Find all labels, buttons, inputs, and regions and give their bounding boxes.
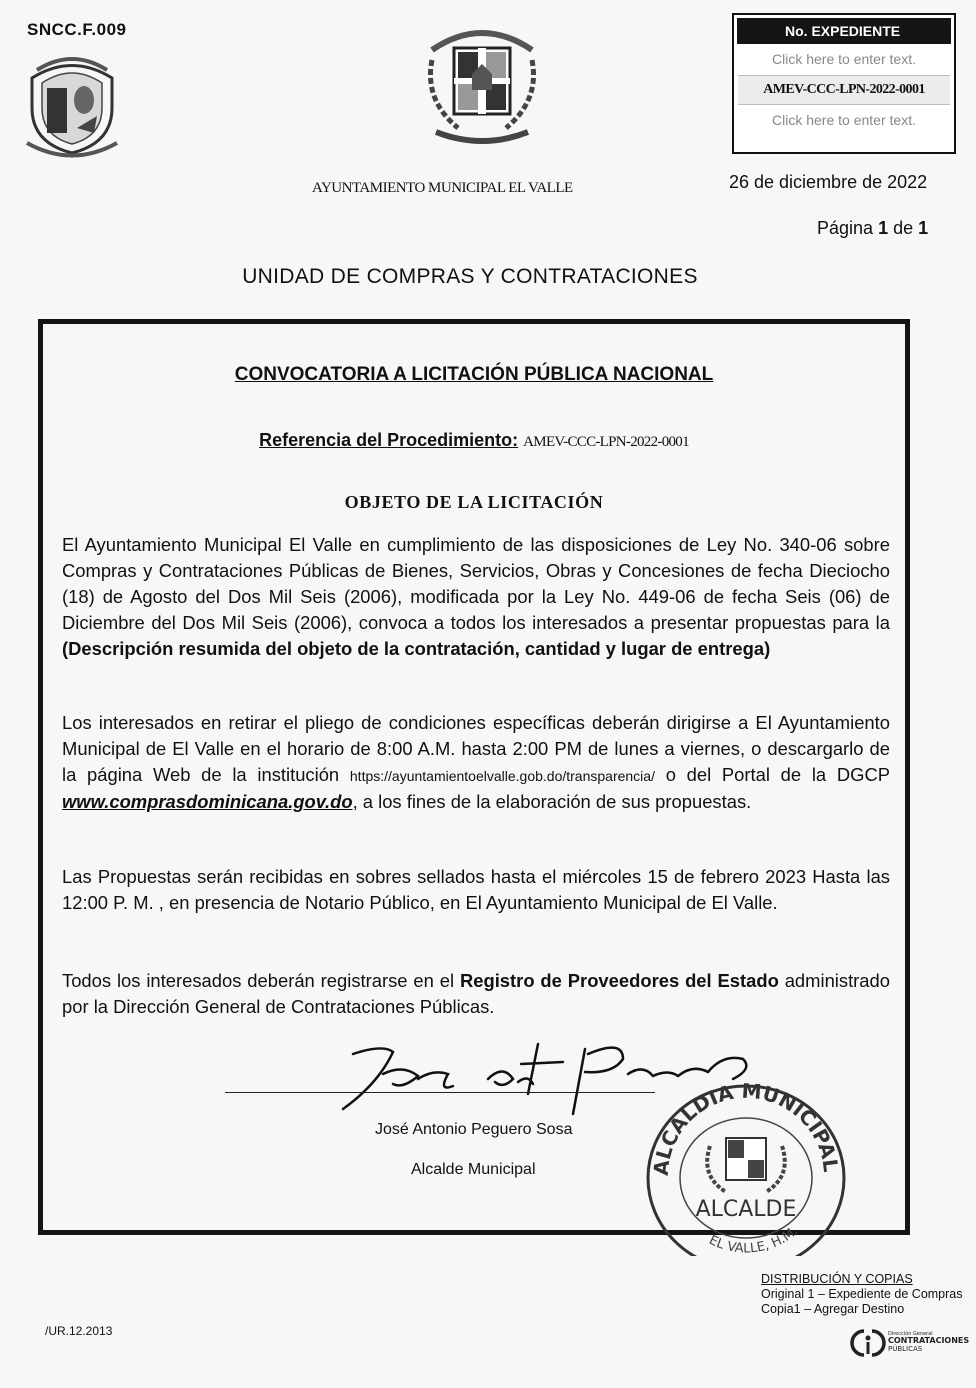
- municipal-crest-icon: [22, 48, 122, 158]
- expediente-placeholder-top[interactable]: Click here to enter text.: [772, 51, 916, 67]
- document-date: 26 de diciembre de 2022: [729, 172, 928, 192]
- svg-text:PÚBLICAS: PÚBLICAS: [888, 1345, 923, 1353]
- distribution-title: DISTRIBUCIÓN Y COPIAS: [761, 1272, 913, 1286]
- distribution-line: Original 1 – Expediente de Compras: [761, 1287, 963, 1301]
- signature-line: [225, 1092, 655, 1093]
- dgcp-logo-icon: [842, 1326, 970, 1360]
- form-code: SNCC.F.009: [27, 20, 127, 39]
- seal-bottom-text: EL VALLE, H.M.: [706, 1223, 801, 1256]
- portal-url-link[interactable]: www.comprasdominicana.gov.do: [62, 791, 353, 812]
- reference-value: AMEV-CCC-LPN-2022-0001: [523, 434, 689, 450]
- distribution-block: [761, 1272, 963, 1317]
- object-heading: OBJETO DE LA LICITACIÓN: [344, 492, 604, 512]
- signer-name: José Antonio Peguero Sosa: [375, 1121, 573, 1138]
- expediente-label: No. EXPEDIENTE: [737, 18, 951, 44]
- coat-of-arms-icon: [418, 20, 546, 150]
- official-seal-icon: [640, 1066, 852, 1256]
- paragraph-retrieval: Los interesados en retirar el pliego de condiciones específicas deberán dirigirse a El Ayuntamiento Municipal de El Valle en el horario de 8:00 A.M. hasta 2:00 PM de lunes a viernes, o descargarlo de la página Web de la institución https://ayuntamientoelvalle.gob.do/transparencia/ o del Portal de la DGCP www.comprasdominicana.gov.do, a los fines de la elaboración de sus propuestas.: [62, 712, 891, 812]
- unit-title: UNIDAD DE COMPRAS Y CONTRATACIONES: [242, 265, 698, 288]
- expediente-number[interactable]: AMEV-CCC-LPN-2022-0001: [738, 75, 950, 105]
- paragraph-registration: Todos los interesados deberán registrarse en el Registro de Proveedores del Estado administrado por la Dirección General de Contrataciones Públicas.: [62, 970, 890, 1017]
- org-name: AYUNTAMIENTO MUNICIPAL EL VALLE: [312, 180, 573, 196]
- reference-label: Referencia del Procedimiento:: [259, 430, 519, 450]
- institution-url-link[interactable]: https://ayuntamientoelvalle.gob.do/transparencia/: [349, 768, 655, 784]
- expediente-box: [732, 13, 956, 154]
- page-number: Página 1 de 1: [817, 218, 929, 238]
- revision-code: /UR.12.2013: [45, 1324, 113, 1338]
- seal-top-text: ALCALDIA MUNICIPAL: [648, 1078, 844, 1177]
- signer-title: Alcalde Municipal: [411, 1161, 536, 1178]
- paragraph-reception: Las Propuestas serán recibidas en sobres sellados hasta el miércoles 15 de febrero 2023 Hasta las 12:00 P. M. , en presencia de Notario Público, en El Ayuntamiento Municipal de El Valle.: [62, 866, 890, 913]
- call-title: CONVOCATORIA A LICITACIÓN PÚBLICA NACIONAL: [234, 364, 714, 385]
- procedure-reference: [43, 430, 905, 451]
- svg-text:Dirección General: Dirección General: [888, 1331, 933, 1337]
- expediente-placeholder-bottom[interactable]: Click here to enter text.: [772, 112, 916, 128]
- paragraph-legal-basis: El Ayuntamiento Municipal El Valle en cumplimiento de las disposiciones de Ley No. 340-06 sobre Compras y Contrataciones Públicas de Bienes, Servicios, Obras y Concesiones de fecha Dieciocho (18) de Agosto del Dos Mil Seis (2006), modificada por la Ley No. 449-06 de fecha Seis (06) de Diciembre del Dos Mil Seis (2006), convoca a todos los interesados a presentar propuestas para la (Descripción resumida del objeto de la contratación, cantidad y lugar de entrega): [62, 534, 890, 659]
- seal-center-text: ALCALDE: [695, 1197, 797, 1222]
- distribution-line: Copia1 – Agregar Destino: [761, 1302, 905, 1316]
- svg-text:CONTRATACIONES: CONTRATACIONES: [888, 1336, 970, 1345]
